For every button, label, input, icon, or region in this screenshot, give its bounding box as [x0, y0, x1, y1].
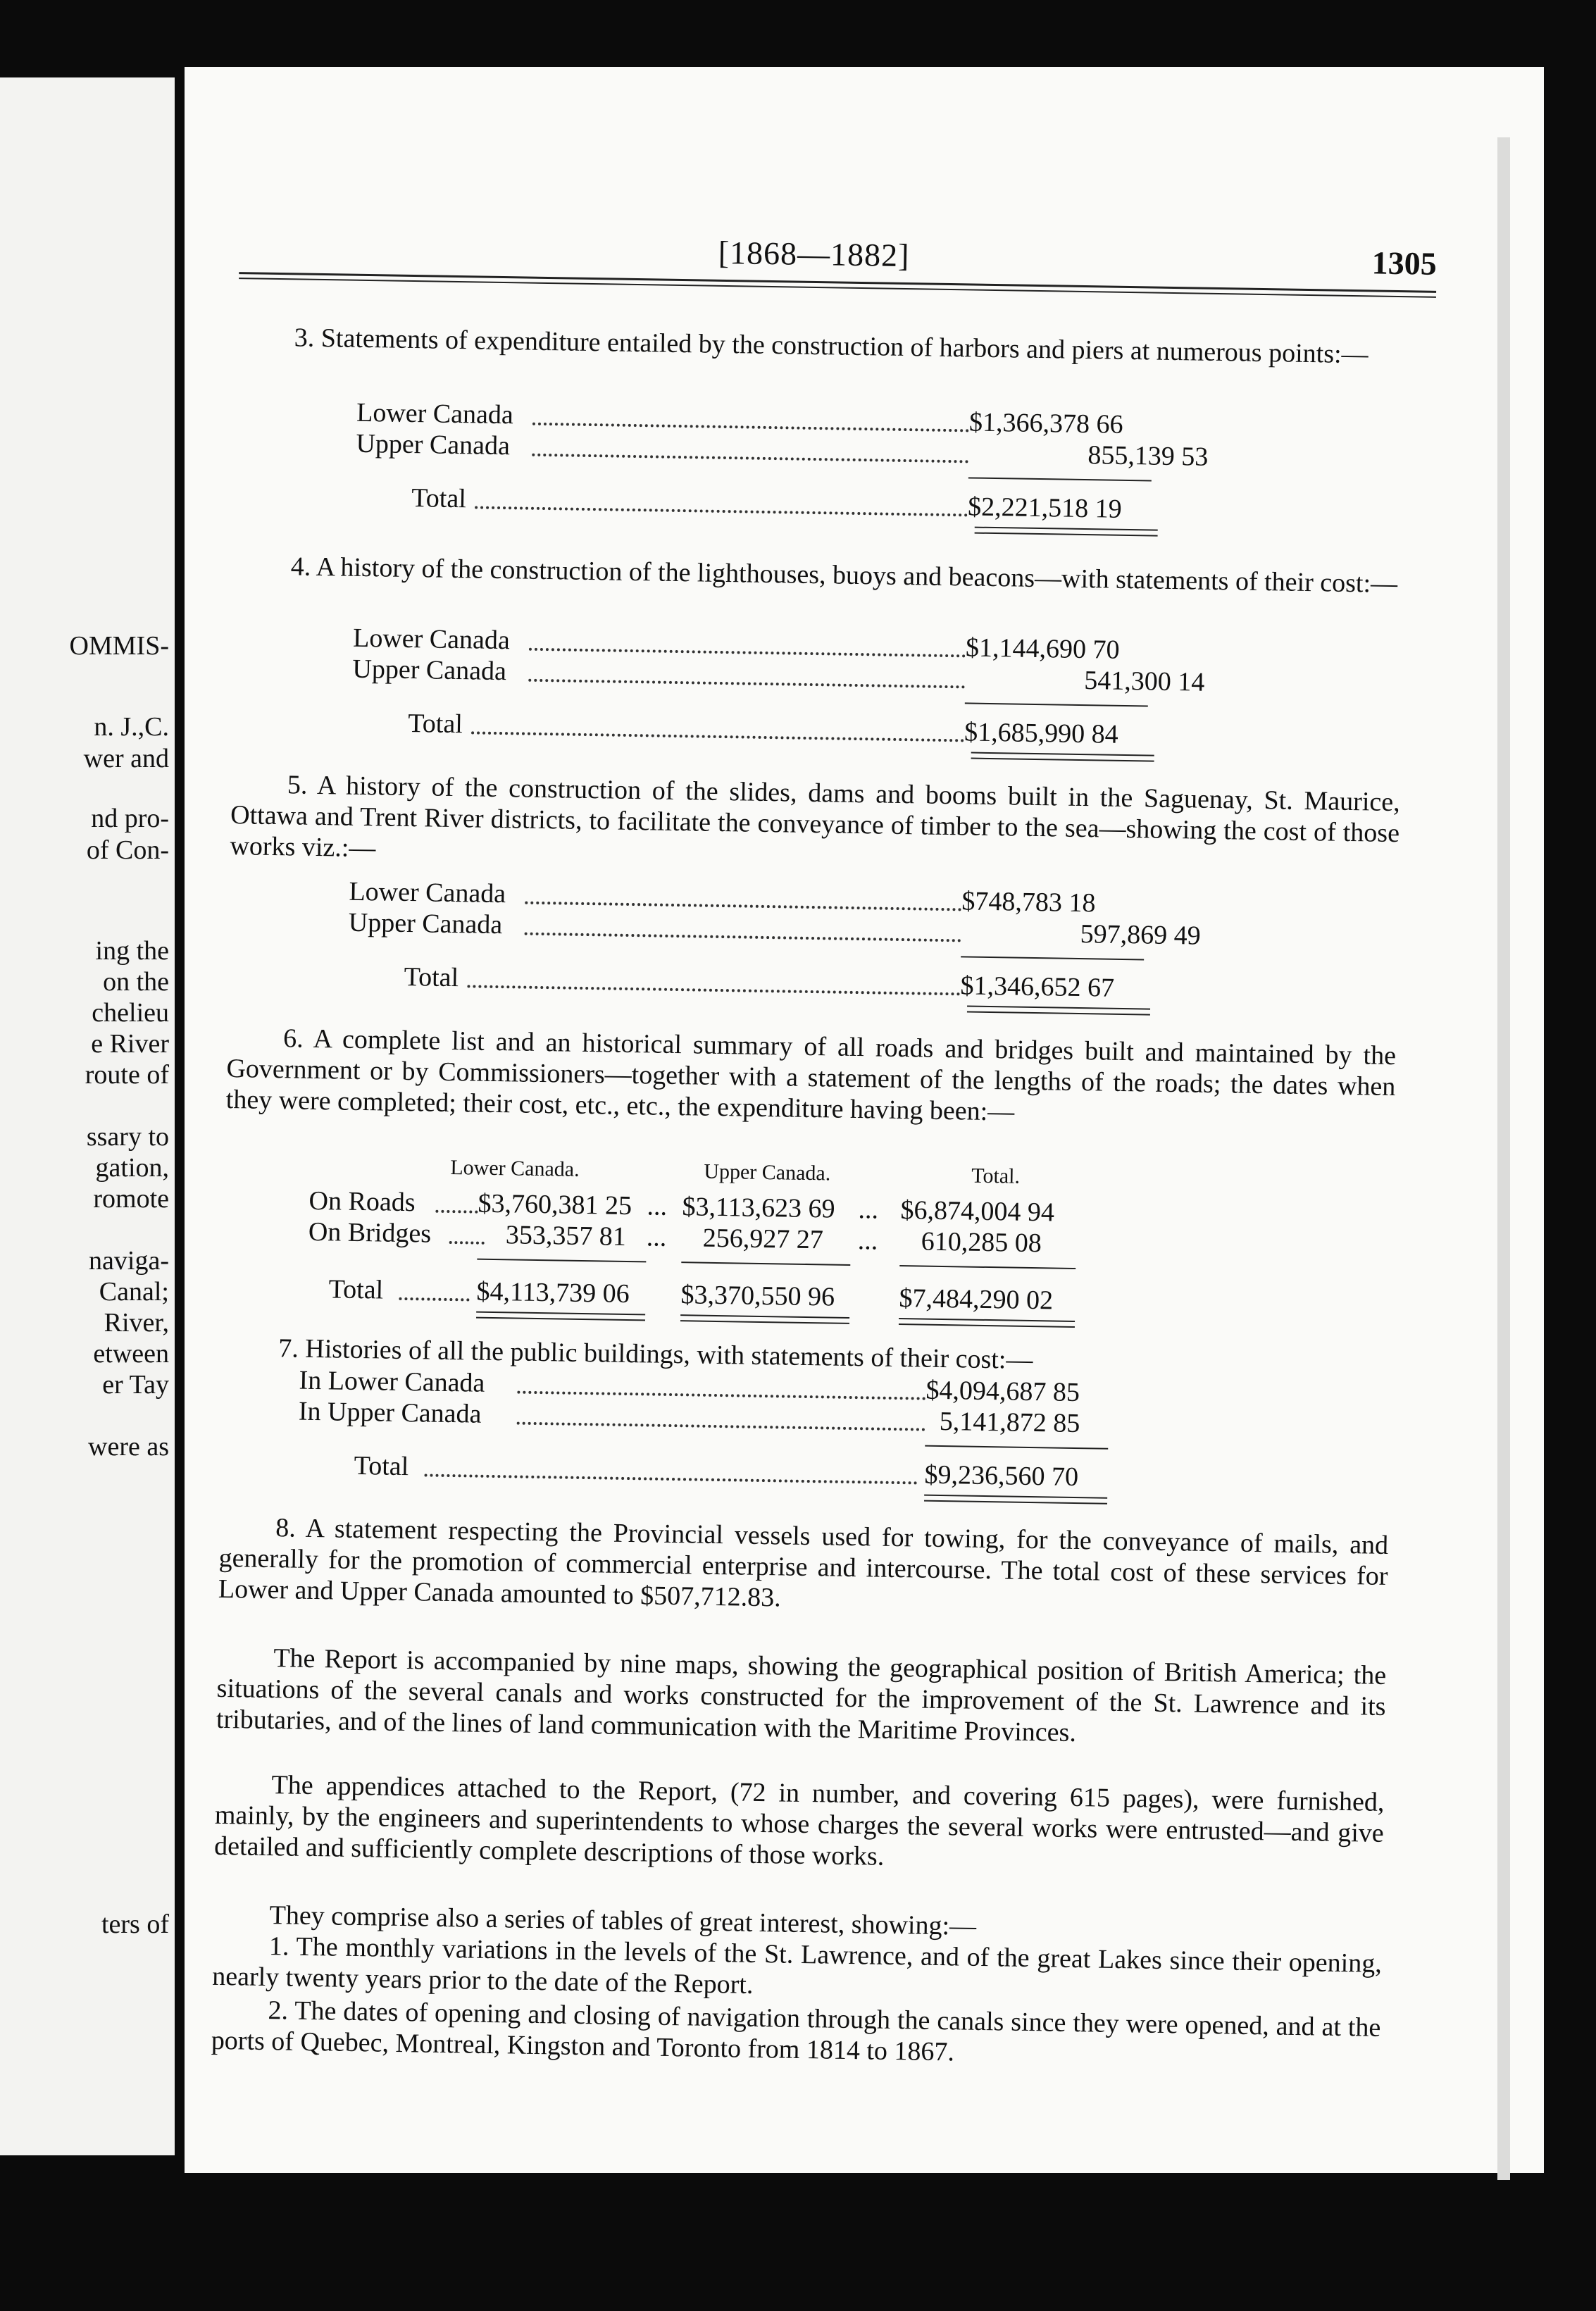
- row-amount: $1,366,378 66: [968, 407, 1123, 440]
- left-fragment: River,: [104, 1308, 169, 1338]
- sum-rule: [899, 1265, 1076, 1269]
- dot-leader: [449, 1241, 485, 1245]
- upper-amount: 256,927 27: [702, 1223, 824, 1255]
- dot-leader: [529, 648, 966, 658]
- page-number: 1305: [1371, 244, 1438, 282]
- total-amount: $1,685,990 84: [964, 717, 1118, 749]
- section-5-intro: 5. A history of the construction of the slides, dams and booms built in the Saguenay, St. Maurice, Ottawa and Trent River districts, to facilitate the conveyance of timber to the sea—showing the cost of those works viz.:—: [230, 770, 1401, 864]
- left-facing-page: [0, 77, 175, 2155]
- dot-leader: [532, 423, 969, 432]
- row-label: Lower Canada: [352, 623, 511, 656]
- row-amount: $1,144,690 70: [965, 633, 1120, 665]
- maps-paragraph: The Report is accompanied by nine maps, showing the geographical position of British America; the situations of the several canals and works constructed for the improvement of the St. Lawrence and its tributaries, and of the lines of land communication with the Maritime Provinces.: [216, 1643, 1387, 1748]
- total-label: Total: [407, 708, 463, 740]
- left-fragment: etween: [93, 1339, 169, 1369]
- column-header: Upper Canada.: [704, 1159, 831, 1185]
- row-label: Upper Canada: [348, 907, 503, 940]
- running-head: [1868—1882]: [718, 234, 910, 274]
- left-fragment: of Con-: [86, 835, 169, 865]
- upper-amount: $3,113,623 69: [682, 1192, 835, 1224]
- total-amount: $6,874,004 94: [900, 1195, 1055, 1228]
- left-fragment: OMMIS-: [69, 631, 169, 661]
- sum-rule: [477, 1259, 646, 1263]
- sum-rule: [968, 477, 1152, 481]
- grand-total: $7,484,290 02: [899, 1283, 1054, 1316]
- left-fragment: er Tay: [102, 1370, 169, 1400]
- dot-leader: [517, 1422, 925, 1431]
- row-amount: 855,139 53: [1087, 440, 1209, 472]
- row-label: In Lower Canada: [299, 1365, 485, 1398]
- section-6-intro: 6. A complete list and an historical summary of all roads and bridges built and maintained by the Government or by Commissioners—together with a statement of the lengths of the roads; the dates when they were completed; their cost, etc., etc., the expenditure having been:—: [225, 1023, 1397, 1127]
- row-label: Lower Canada: [356, 397, 514, 430]
- row-label: Lower Canada: [349, 876, 506, 909]
- total-label: Total: [411, 483, 467, 514]
- total-double-rule: [975, 527, 1158, 537]
- dot-leader: [399, 1297, 469, 1302]
- total-double-rule: [967, 1006, 1150, 1016]
- row-label: Upper Canada: [352, 654, 507, 687]
- left-fragment: Canal;: [99, 1277, 169, 1307]
- sum-rule: [961, 956, 1144, 960]
- separator: ...: [647, 1191, 668, 1221]
- lower-amount: 353,357 81: [505, 1220, 627, 1252]
- left-fragment: nd pro-: [91, 804, 169, 833]
- left-fragment: ssary to: [86, 1122, 169, 1152]
- total-amount: $9,236,560 70: [924, 1459, 1079, 1493]
- dot-leader: [528, 679, 965, 689]
- section-8-text: 8. A statement respecting the Provincial vessels used for towing, for the conveyance of mails, and generally for the promotion of commercial enterprise and intercourse. The total cost of these services for Lower and Upper Canada amounted to $507,712.83.: [218, 1513, 1389, 1613]
- section-7-intro: 7. Histories of all the public buildings, with statements of their cost:—: [278, 1333, 1033, 1376]
- left-fragment: wer and: [83, 744, 169, 773]
- separator: ...: [857, 1226, 878, 1256]
- upper-total: $3,370,550 96: [680, 1280, 835, 1312]
- left-fragment: e River: [91, 1029, 169, 1059]
- dot-leader: [435, 1210, 478, 1214]
- dot-leader: [517, 1391, 925, 1400]
- left-fragment: gation,: [95, 1153, 169, 1183]
- row-amount: 5,141,872 85: [939, 1406, 1080, 1439]
- lower-amount: $3,760,381 25: [478, 1188, 632, 1221]
- left-fragment: romote: [93, 1184, 169, 1214]
- tables-intro: They comprise also a series of tables of great interest, showing:—: [269, 1900, 977, 1941]
- column-header: Lower Canada.: [450, 1156, 580, 1181]
- row-amount: 541,300 14: [1084, 666, 1205, 697]
- sum-rule: [681, 1262, 850, 1266]
- total-label: Total: [404, 961, 459, 993]
- sum-rule: [965, 702, 1148, 706]
- list-item-1: 1. The monthly variations in the levels of the St. Lawrence, and of the great Lakes since their opening, nearly twenty years prior to the date of the Report.: [211, 1931, 1383, 2000]
- total-double-rule: [924, 1495, 1107, 1505]
- left-fragment: ing the: [95, 936, 169, 966]
- section-3-intro: 3. Statements of expenditure entailed by the construction of harbors and piers at numerous points:—: [294, 323, 1369, 370]
- total-double-rule: [680, 1314, 849, 1324]
- book-page: [185, 67, 1544, 2173]
- total-amount: $2,221,518 19: [967, 492, 1123, 524]
- column-header: Total.: [971, 1164, 1021, 1188]
- left-fragment: chelieu: [92, 998, 169, 1028]
- page-header: [239, 226, 1437, 287]
- separator: ...: [646, 1222, 667, 1252]
- sum-rule: [925, 1445, 1108, 1450]
- dot-leader: [532, 454, 968, 463]
- dot-leader: [475, 506, 968, 516]
- row-label: In Upper Canada: [298, 1396, 482, 1429]
- total-double-rule: [899, 1318, 1075, 1328]
- left-fragment: on the: [103, 967, 169, 997]
- left-fragment: ters of: [101, 1910, 169, 1939]
- dot-leader: [467, 985, 960, 995]
- left-fragment: were as: [88, 1432, 169, 1462]
- row-amount: $4,094,687 85: [925, 1375, 1080, 1408]
- dot-leader: [525, 902, 961, 911]
- total-double-rule: [476, 1312, 645, 1321]
- total-amount: $1,346,652 67: [960, 971, 1115, 1003]
- dot-leader: [471, 731, 964, 742]
- row-amount: 597,869 49: [1080, 919, 1202, 951]
- row-label: On Roads: [308, 1185, 416, 1218]
- left-fragment: n. J.,C.: [94, 712, 169, 742]
- total-label: Total: [354, 1450, 409, 1482]
- page-edge: [1497, 137, 1510, 2180]
- row-amount: $748,783 18: [961, 886, 1096, 918]
- left-fragment: naviga-: [89, 1246, 169, 1276]
- section-4-intro: 4. A history of the construction of the lighthouses, buoys and beacons—with statements of their cost:—: [290, 552, 1398, 599]
- dot-leader: [424, 1474, 917, 1484]
- total-double-rule: [971, 752, 1154, 762]
- row-label: Upper Canada: [356, 428, 511, 461]
- row-label: On Bridges: [308, 1216, 432, 1249]
- separator: ...: [858, 1195, 879, 1225]
- left-fragment: route of: [85, 1060, 169, 1090]
- total-label: Total: [328, 1274, 384, 1305]
- dot-leader: [525, 933, 961, 942]
- appendices-paragraph: The appendices attached to the Report, (72 in number, and covering 615 pages), were furnished, mainly, by the engineers and superintendents to whose charges the several works were entrusted—and give detailed and sufficiently complete descriptions of those works.: [213, 1770, 1385, 1871]
- total-amount: 610,285 08: [921, 1226, 1042, 1259]
- list-item-2: 2. The dates of opening and closing of navigation through the canals since they were opened, and at the ports of Quebec, Montreal, Kingston and Toronto from 1814 to 1867.: [211, 1995, 1381, 2067]
- page-content: [209, 57, 1482, 2182]
- lower-total: $4,113,739 06: [476, 1276, 630, 1309]
